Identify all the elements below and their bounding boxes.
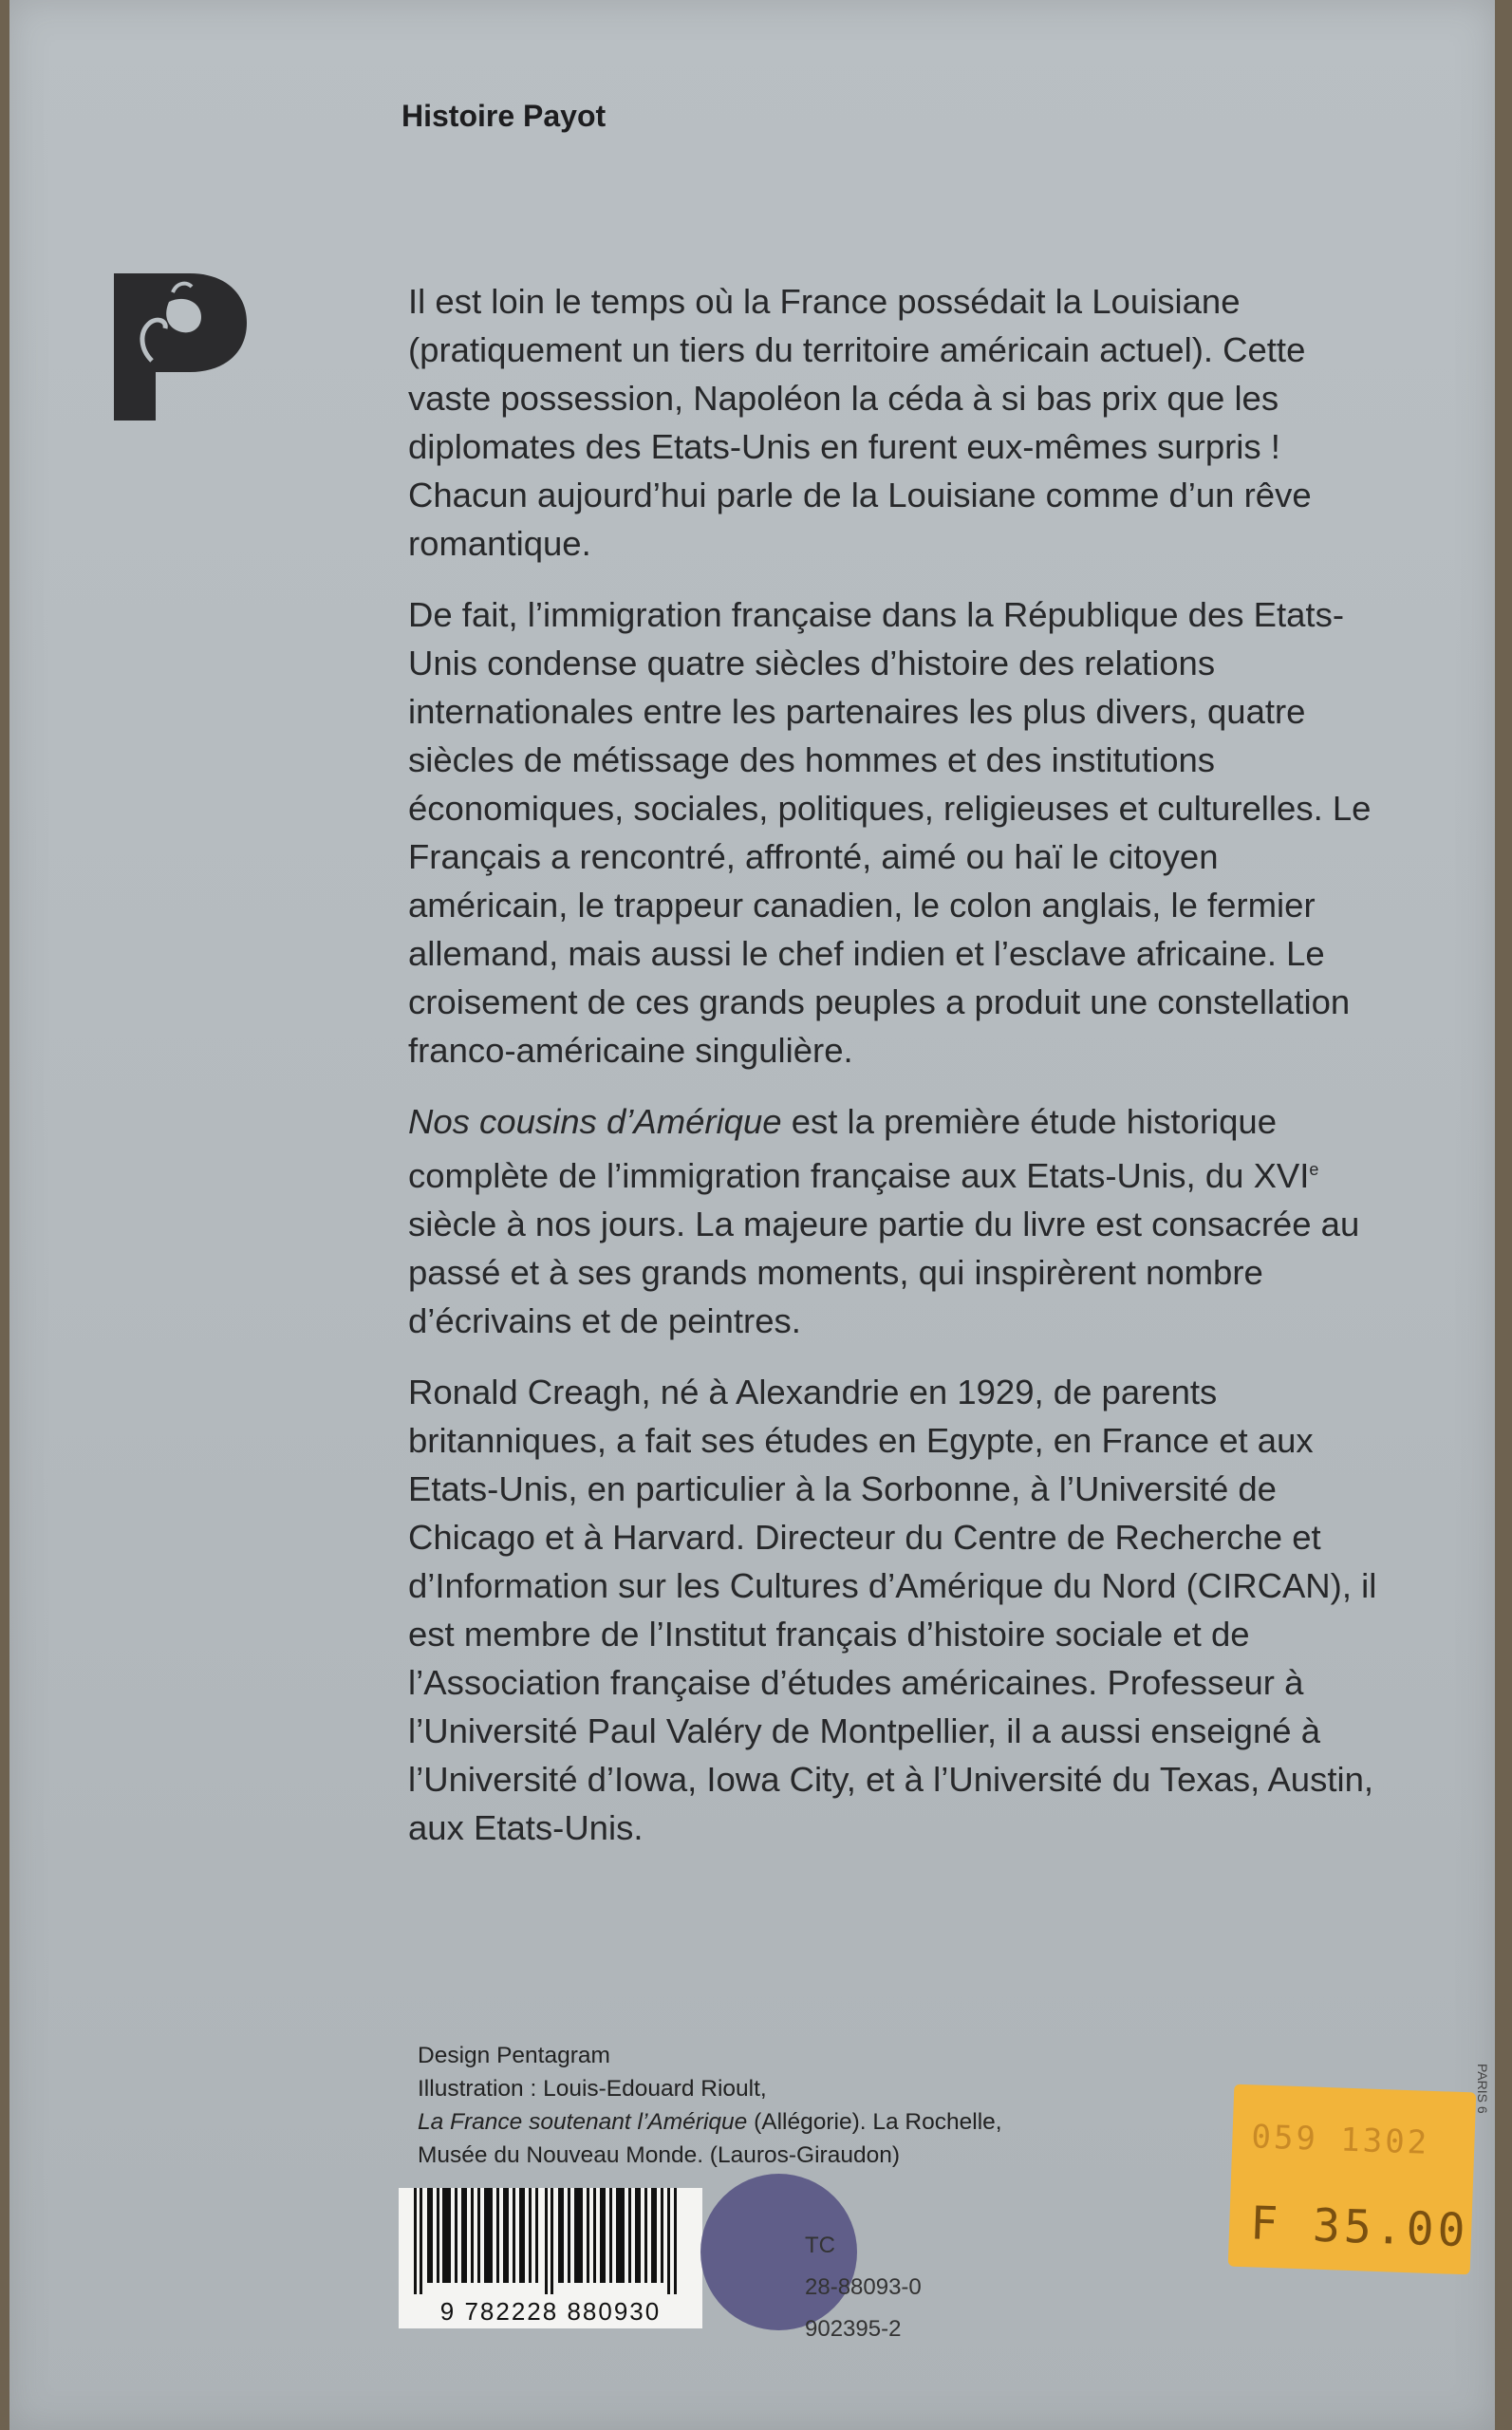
design-credit: Design Pentagram: [418, 2043, 610, 2068]
series-title: Histoire Payot: [401, 99, 607, 133]
blurb-paragraph-1: Il est loin le temps où la France possédait la Louisiane (pratiquement un tiers du territoire américain actuel). Cette vaste possession, Napoléon la céda à si bas prix que les diplomates des Etats-Unis en furent eux-mêmes surpris ! Chacun aujourd’hui parle de la Louisiane comme d’un rêve romantique.: [408, 282, 1312, 563]
credits-block: [418, 2039, 1120, 2172]
barcode-bars: [410, 2188, 691, 2294]
isbn-line-3: 902395-2: [805, 2316, 902, 2342]
book-title-italic: Nos cousins d’Amérique: [408, 1102, 782, 1141]
ean-number: 9 782228 880930: [439, 2297, 662, 2326]
payot-p-logo-icon: [114, 273, 247, 421]
price-sticker: [1228, 2084, 1477, 2275]
artwork-title: La France soutenant l’Amérique: [418, 2109, 748, 2135]
blurb-text: [408, 277, 1386, 1875]
illustration-credit: Illustration : Louis-Edouard Rioult,: [418, 2076, 767, 2102]
price-value: F 35.00: [1249, 2196, 1470, 2258]
museum-credit: Musée du Nouveau Monde. (Lauros-Giraudon): [418, 2142, 900, 2168]
isbn-line-1: TC: [805, 2233, 835, 2258]
author-bio-paragraph: Ronald Creagh, né à Alexandrie en 1929, de parents britanniques, a fait ses études en Egypte, en France et aux Etats-Unis, en particulier à la Sorbonne, à l’Université de Chicago et à Harvard. Directeur du Centre de Recherche et d’Information sur les Cultures d’Amérique du Nord (CIRCAN), il est membre de l’Institut français d’histoire sociale et de l’Association française d’études américaines. Professeur à l’Université Paul Valéry de Montpellier, il a aussi enseigné à l’Université d’Iowa, Iowa City, et à l’Université du Texas, Austin, aux Etats-Unis.: [408, 1373, 1377, 1848]
blurb-paragraph-3-text-a: est la première étude historique complète de l’immigration française aux Etats-Unis, du XVI: [408, 1102, 1310, 1196]
artwork-credit: [418, 2105, 1120, 2139]
blurb-paragraph-3-text-b: siècle à nos jours. La majeure partie du livre est consacrée au passé et à ses grands moments, qui inspirèrent nombre d’écrivains et de peintres.: [408, 1205, 1360, 1341]
blurb-paragraph-2: De fait, l’immigration française dans la République des Etats-Unis condense quatre siècles d’histoire des relations internationales entre les partenaires les plus divers, quatre siècles de métissage des hommes et des institutions économiques, sociales, politiques, religieuses et culturelles. Le Français a rencontré, affronté, aimé ou haï le citoyen américain, le trappeur canadien, le colon anglais, le fermier allemand, mais aussi le chef indien et l’esclave africaine. Le croisement de ces grands peuples a produit une constellation franco-américaine singulière.: [408, 595, 1372, 1070]
blurb-paragraph-3: [408, 1097, 1386, 1345]
book-back-cover: [9, 0, 1495, 2430]
isbn-line-2: 28-88093-0: [805, 2274, 922, 2300]
price-code: 059 1302: [1250, 2118, 1430, 2162]
printer-imprint: PARIS 6: [1475, 2064, 1490, 2114]
century-superscript: e: [1309, 1160, 1319, 1179]
barcode: [399, 2188, 702, 2328]
artwork-rest: (Allégorie). La Rochelle,: [747, 2109, 1002, 2135]
isbn-block: [805, 2225, 922, 2350]
